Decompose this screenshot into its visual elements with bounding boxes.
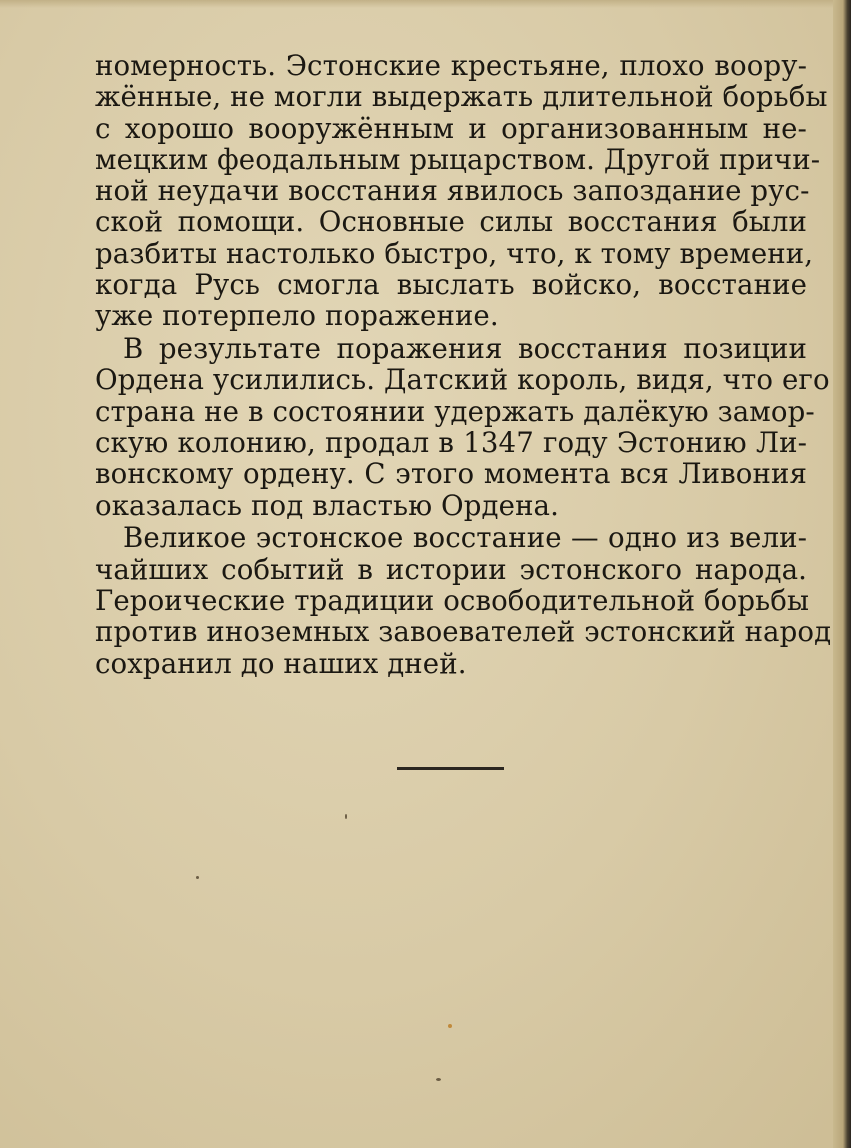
text-line: ской помощи. Основные силы восстания были bbox=[95, 205, 807, 239]
page-top-shadow bbox=[0, 0, 851, 8]
text-line: страна не в состоянии удержать далёкую замор- bbox=[95, 394, 815, 428]
text-line: Героические традиции освободительной борьбы bbox=[95, 584, 810, 618]
text-line: ной неудачи восстания явилось запоздание рус- bbox=[95, 174, 810, 208]
text-line: чайших событий в истории эстонского народа. bbox=[95, 552, 807, 586]
paragraph-1 bbox=[95, 49, 828, 333]
text-line: номерность. Эстонские крестьяне, плохо воору- bbox=[95, 49, 807, 82]
body-text bbox=[95, 49, 832, 680]
page-spine-edge bbox=[833, 0, 851, 1148]
text-line: когда Русь смогла выслать войско, восстание bbox=[95, 268, 807, 302]
text-line: скую колонию, продал в 1347 году Эстонию Ли- bbox=[95, 426, 807, 460]
text-line: жённые, не могли выдержать длительной борьбы bbox=[95, 80, 828, 114]
text-line: оказалась под властью Ордена. bbox=[95, 488, 559, 522]
paragraph-3 bbox=[95, 521, 832, 680]
text-line: разбиты настолько быстро, что, к тому времени, bbox=[95, 236, 814, 270]
paper-speck bbox=[196, 876, 199, 879]
text-line: мецким феодальным рыцарством. Другой причи- bbox=[95, 142, 821, 176]
text-line: уже потерпело поражение. bbox=[95, 299, 499, 333]
paper-speck bbox=[345, 814, 347, 819]
text-line: вонскому ордену. С этого момента вся Ливония bbox=[95, 457, 807, 491]
text-line: с хорошо вооружённым и организованным не- bbox=[95, 111, 807, 145]
paper-speck bbox=[436, 1078, 441, 1081]
section-divider-rule bbox=[397, 767, 504, 770]
text-line: против иноземных завоевателей эстонский народ bbox=[95, 615, 832, 649]
text-line: В результате поражения восстания позиции bbox=[123, 332, 807, 366]
paragraph-2 bbox=[95, 332, 830, 522]
text-line: Ордена усилились. Датский король, видя, что его bbox=[95, 363, 830, 397]
text-line: Великое эстонское восстание — одно из вели- bbox=[123, 521, 807, 555]
paper-speck bbox=[448, 1024, 452, 1028]
text-line: сохранил до наших дней. bbox=[95, 646, 467, 680]
